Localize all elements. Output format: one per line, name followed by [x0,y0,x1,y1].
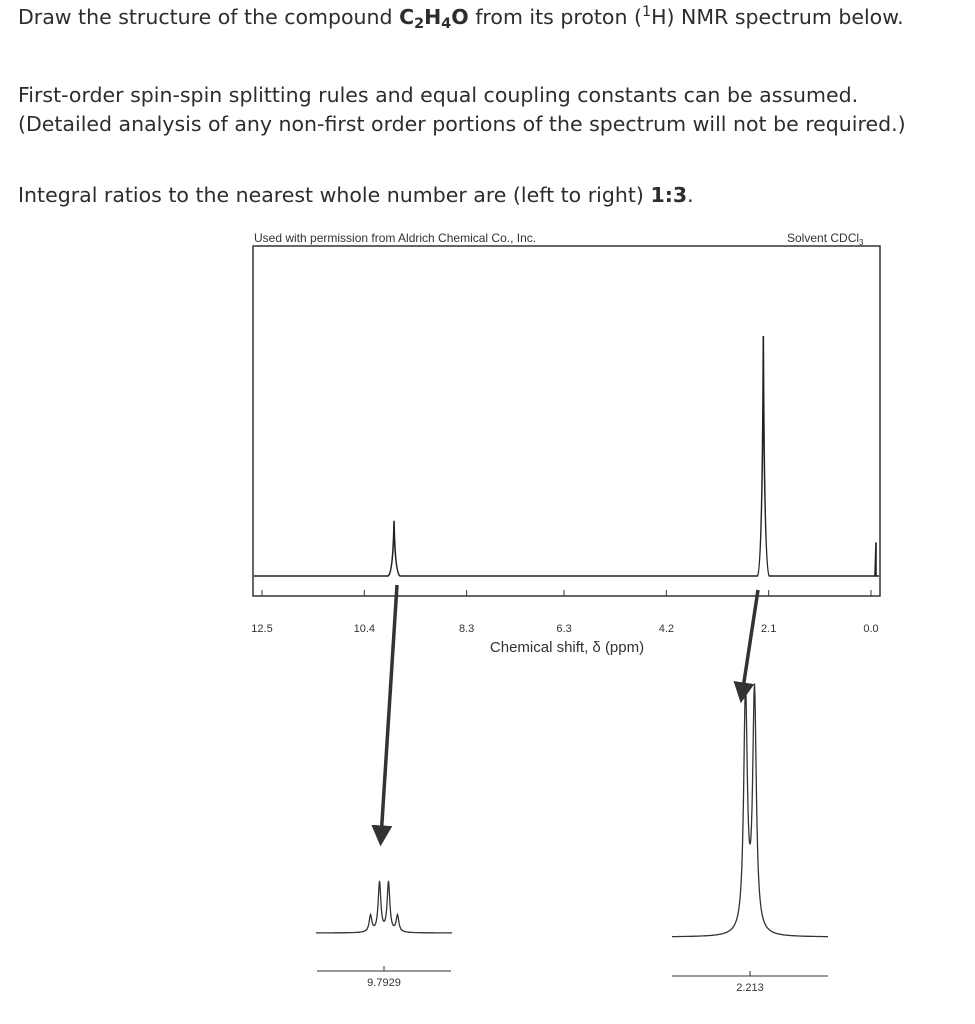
formula-hydrogen: H [424,5,442,29]
solvent-label: Solvent CDCl$_3$ [787,231,864,247]
integral-suffix: . [687,183,694,207]
integral-prefix: Integral ratios to the nearest whole number are (left to right) [18,183,651,207]
formula-oxygen: O [451,5,469,29]
inset-shift-label: 2.213 [736,982,764,994]
formula-hydrogen-count: 4 [441,16,452,32]
integral-ratio: 1:3 [650,183,688,207]
question-middle: from its proton ( [468,5,642,29]
inset-trace [672,684,828,937]
question-suffix: ) NMR spectrum below. [666,5,904,29]
x-tick-label: 12.5 [251,623,273,635]
nucleus-symbol: H [651,5,667,29]
question-paragraph-2: First-order spin-spin splitting rules and equal coupling constants can be assumed. (Detailed analysis of any non-first order portions of the spectrum will not be required.) [18,83,906,136]
x-tick-label: 2.1 [761,623,777,635]
credit-label: Used with permission from Aldrich Chemical Co., Inc. [254,231,537,245]
inset-quartet [316,881,452,989]
x-tick-label: 8.3 [458,623,475,635]
inset-shift-label: 9.7929 [367,977,401,989]
formula-carbon: C [399,5,415,29]
x-tick-label: 10.4 [353,623,376,635]
plot-frame [253,246,880,596]
x-tick-label: 6.3 [556,623,572,635]
arrow-to-inset-left [381,585,397,838]
x-axis-label: Chemical shift, δ (ppm) [489,639,645,656]
arrow-to-inset-right [742,590,758,695]
inset-doublet [672,684,828,995]
x-tick-label: 4.2 [658,623,675,635]
question-prefix: Draw the structure of the compound [18,5,400,29]
nucleus-mass: 1 [641,4,652,20]
spectrum-trace [254,336,879,576]
formula-carbon-count: 2 [414,16,425,32]
x-tick-label: 0.0 [863,623,879,635]
inset-trace [316,881,452,933]
